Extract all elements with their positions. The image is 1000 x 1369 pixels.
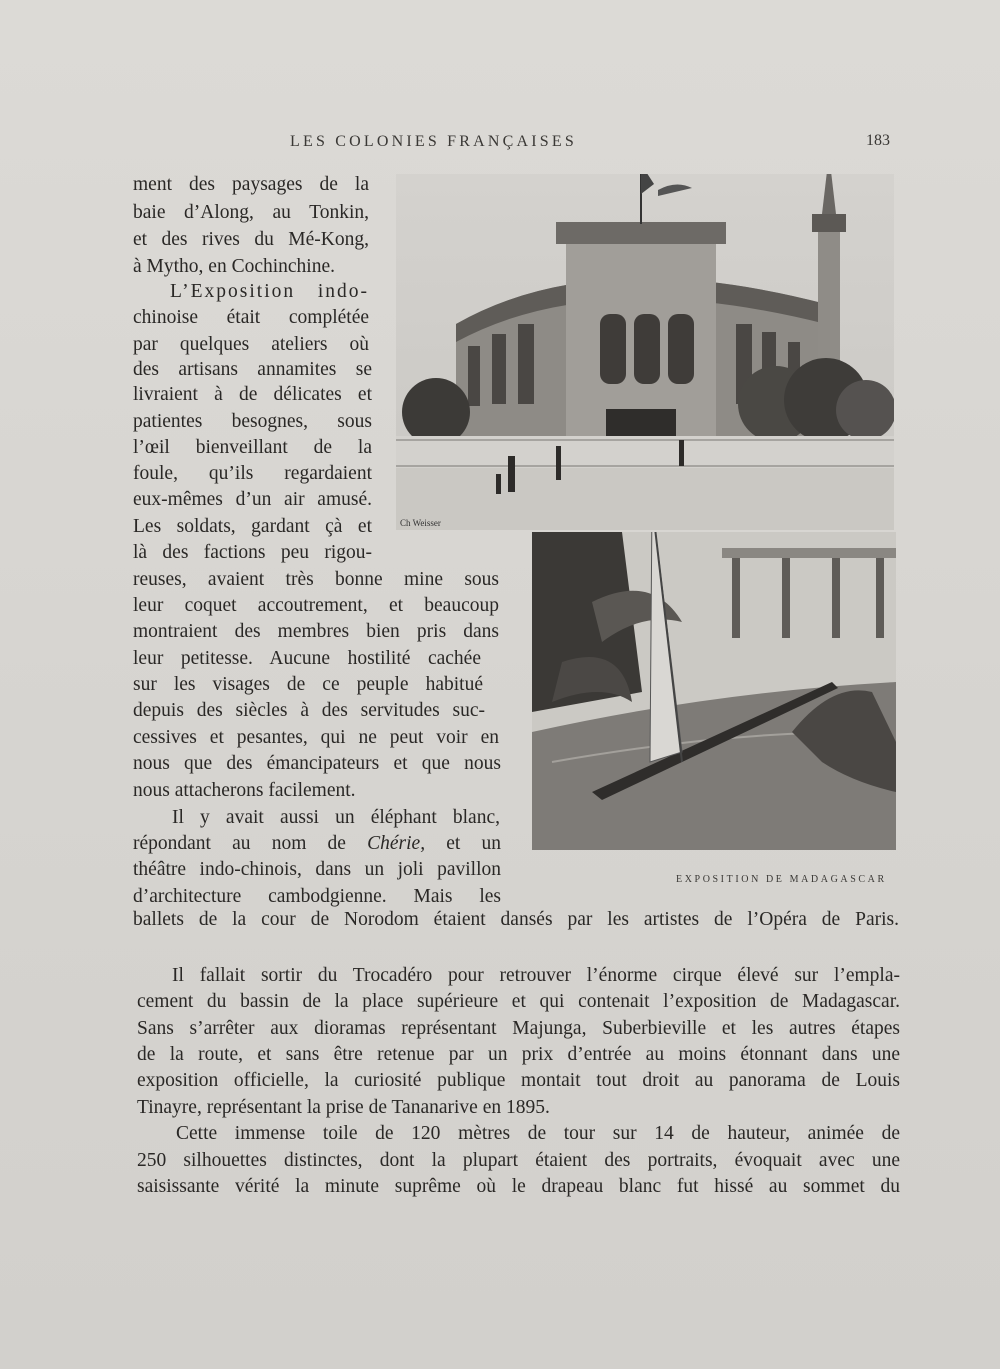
text-line-cherie — [133, 834, 501, 854]
text-line: leur petitesse. Aucune hostilité cachée — [133, 648, 481, 669]
page-number: 183 — [866, 132, 890, 149]
circus-building-illustration — [396, 174, 894, 530]
text-line: là des factions peu rigou- — [133, 542, 372, 563]
text-line: Il fallait sortir du Trocadéro pour retrouver l’énorme cirque élevé sur l’empla- — [172, 965, 900, 986]
madagascar-engraving — [532, 532, 896, 850]
text-line: nous que des émancipateurs et que nous — [133, 753, 501, 774]
text-line: reuses, avaient très bonne mine sous — [133, 569, 499, 590]
cherie-line-text: répondant au nom de Chérie, et un — [133, 833, 502, 854]
text-line: saisissante vérité la minute suprême où le drapeau blanc fut hissé au sommet du — [137, 1176, 900, 1197]
text-line: montraient des membres bien pris dans — [133, 621, 499, 642]
text-line: sur les visages de ce peuple habitué — [133, 674, 483, 695]
text-line: ballets de la cour de Norodom étaient dansés par les artistes de l’Opéra de Paris. — [133, 909, 899, 930]
text-line: cessives et pesantes, qui ne peut voir en — [133, 727, 499, 748]
figure-caption: EXPOSITION DE MADAGASCAR — [676, 874, 887, 885]
text-line: baie d’Along, au Tonkin, — [133, 202, 369, 223]
text-line: leur coquet accoutrement, et beaucoup — [133, 595, 499, 616]
text-line: eux-mêmes d’un air amusé. — [133, 489, 372, 510]
text-line: L’Exposition indo- — [170, 281, 369, 302]
text-line: cement du bassin de la place supérieure et qui contenait l’exposition de Madagascar. — [137, 991, 900, 1012]
text-line: chinoise était complétée — [133, 307, 369, 328]
text-line: patientes besognes, sous — [133, 411, 372, 432]
text-line: à Mytho, en Cochinchine. — [133, 256, 335, 277]
text-line: livraient à de délicates et — [133, 384, 372, 405]
text-line: par quelques ateliers où — [133, 334, 369, 355]
engraver-signature: Ch Weisser — [400, 518, 441, 528]
italic-title: Chérie, — [367, 833, 426, 854]
text-line: Les soldats, gardant çà et — [133, 516, 372, 537]
text-line: d’architecture cambodgienne. Mais les — [133, 886, 501, 907]
text-line: nous attacherons facilement. — [133, 780, 356, 801]
text-line: et des rives du Mé-Kong, — [133, 229, 369, 250]
text-line: des artisans annamites se — [133, 359, 372, 380]
trocadero-engraving — [396, 174, 894, 530]
text-line: Cette immense toile de 120 mètres de tour sur 14 de hauteur, animée de — [176, 1123, 900, 1144]
text-line: Tinayre, représentant la prise de Tananarive en 1895. — [137, 1097, 550, 1118]
text-line: 250 silhouettes distinctes, dont la plupart étaient des portraits, évoquait avec une — [137, 1150, 900, 1171]
text-line: Il y avait aussi un éléphant blanc, — [172, 807, 500, 828]
text-line: depuis des siècles à des servitudes suc- — [133, 700, 485, 721]
pirogue-illustration — [532, 532, 896, 850]
text-line: ment des paysages de la — [133, 174, 369, 195]
text-line: théâtre indo-chinois, dans un joli pavillon — [133, 859, 501, 880]
text-line: Sans s’arrêter aux dioramas représentant Majunga, Suberbieville et les autres étapes — [137, 1018, 900, 1039]
text-line: de la route, et sans être retenue par un prix d’entrée au moins étonnant dans une — [137, 1044, 900, 1065]
running-title: LES COLONIES FRANÇAISES — [290, 133, 577, 150]
text-line: l’œil bienveillant de la — [133, 437, 372, 458]
text-line: exposition officielle, la curiosité publique montait tout droit au panorama de Louis — [137, 1070, 900, 1091]
text-line: foule, qu’ils regardaient — [133, 463, 372, 484]
